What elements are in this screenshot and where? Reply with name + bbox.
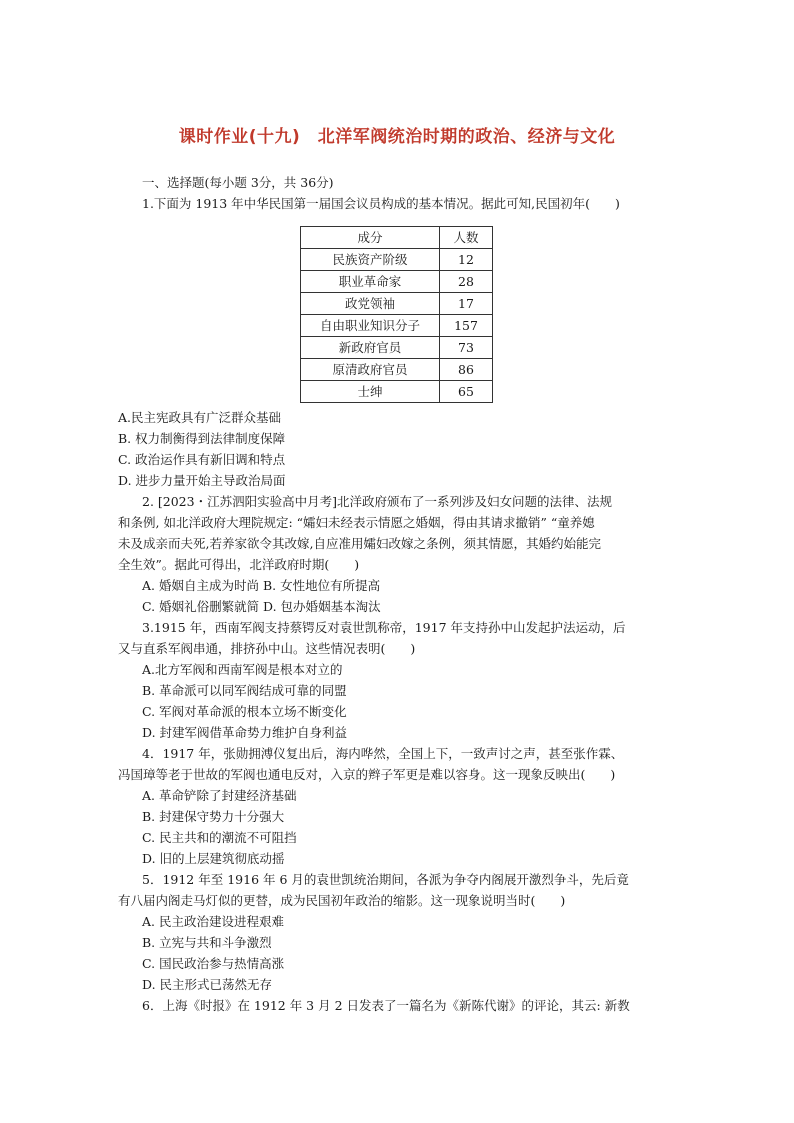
q5-option-c: C. 国民政治参与热情高涨 [142, 956, 285, 971]
q1-option-d: D. 进步力量开始主导政治局面 [118, 473, 286, 488]
table-header-cell: 人数 [440, 227, 493, 249]
table-header-cell: 成分 [301, 227, 440, 249]
q6-stem-line: 6．上海《时报》在 1912 年 3 月 2 日发表了一篇名为《新陈代谢》的评论，其云: 新教 [142, 998, 630, 1013]
table-cell: 士绅 [301, 381, 440, 403]
table-row [301, 337, 493, 359]
q1-stem: 1.下面为 1913 年中华民国第一届国会议员构成的基本情况。据此可知,民国初年( ) [142, 196, 620, 211]
q3-option-c: C. 军阀对革命派的根本立场不断变化 [142, 704, 347, 719]
table-row [301, 359, 493, 381]
table-cell: 73 [440, 337, 493, 359]
q1-option-c: C. 政治运作具有新旧调和特点 [118, 452, 286, 467]
q2-stem-line: 全生效”。据此可得出，北洋政府时期( ) [118, 557, 360, 572]
q3-option-d: D. 封建军阀借革命势力维护自身利益 [142, 725, 348, 740]
table-row [301, 249, 493, 271]
table-header-row [301, 227, 493, 249]
table-cell: 职业革命家 [301, 271, 440, 293]
q4-option-d: D. 旧的上层建筑彻底动摇 [142, 851, 285, 866]
q2-options-cd: C. 婚姻礼俗删繁就简 D. 包办婚姻基本淘汰 [142, 599, 381, 614]
q3-option-a: A.北方军阀和西南军阀是根本对立的 [142, 662, 343, 677]
q4-option-b: B. 封建保守势力十分强大 [142, 809, 285, 824]
content [118, 172, 684, 1016]
q2-options-ab: A. 婚姻自主成为时尚 B. 女性地位有所提高 [142, 578, 381, 593]
q3-option-b: B. 革命派可以同军阀结成可靠的同盟 [142, 683, 347, 698]
table-cell: 65 [440, 381, 493, 403]
q4-stem-line: 冯国璋等老于世故的军阀也通电反对，入京的辫子军更是难以容身。这一现象反映出( ) [118, 767, 616, 782]
page-title: 课时作业(十九) 北洋军阀统治时期的政治、经济与文化 [178, 127, 616, 147]
q1-option-a: A.民主宪政具有广泛群众基础 [118, 410, 282, 425]
table-cell: 新政府官员 [301, 337, 440, 359]
table-cell: 原清政府官员 [301, 359, 440, 381]
table-cell: 12 [440, 249, 493, 271]
q5-option-a: A. 民主政治建设进程艰难 [142, 914, 284, 929]
table-row [301, 271, 493, 293]
q5-stem-line: 5．1912 年至 1916 年 6 月的袁世凯统治期间，各派为争夺内阁展开激烈争斗，先后竟 [142, 872, 629, 887]
q4-option-a: A. 革命铲除了封建经济基础 [142, 788, 297, 803]
q2-stem-line: 未及成亲而夫死,若养家欲令其改嫁,自应准用孀妇改嫁之条例，须其情愿，其婚约始能完 [118, 536, 601, 551]
q3-stem-line: 又与直系军阀串通，排挤孙中山。这些情况表明( ) [118, 641, 416, 656]
q1-option-b: B. 权力制衡得到法律制度保障 [118, 431, 286, 446]
q5-option-d: D. 民主形式已荡然无存 [142, 977, 273, 992]
table-cell: 自由职业知识分子 [301, 315, 440, 337]
q5-option-b: B. 立宪与共和斗争激烈 [142, 935, 272, 950]
table-row [301, 381, 493, 403]
table-cell: 政党领袖 [301, 293, 440, 315]
table-row [301, 293, 493, 315]
table-cell: 157 [440, 315, 493, 337]
table-cell: 86 [440, 359, 493, 381]
q3-stem-line: 3.1915 年，西南军阀支持蔡锷反对袁世凯称帝，1917 年支持孙中山发起护法运动，后 [142, 620, 626, 635]
table-cell: 民族资产阶级 [301, 249, 440, 271]
section-heading: 一、选择题(每小题 3分，共 36分) [142, 175, 334, 190]
q4-stem-line: 4．1917 年，张勋拥溥仪复出后，海内哗然，全国上下，一致声讨之声，甚至张作霖、 [142, 746, 624, 761]
table-row [301, 315, 493, 337]
table-cell: 17 [440, 293, 493, 315]
q4-option-c: C. 民主共和的潮流不可阻挡 [142, 830, 297, 845]
q5-stem-line: 有八届内阁走马灯似的更替，成为民国初年政治的缩影。这一现象说明当时( ) [118, 893, 566, 908]
table-cell: 28 [440, 271, 493, 293]
q2-stem-line: 和条例, 如北洋政府大理院规定: “孀妇未经表示情愿之婚姻，得由其请求撤销” “童养媳 [118, 515, 595, 530]
q1-table [300, 226, 493, 403]
q2-stem-line: 2. [2023・江苏泗阳实验高中月考]北洋政府颁布了一系列涉及妇女问题的法律、法规 [142, 494, 612, 509]
